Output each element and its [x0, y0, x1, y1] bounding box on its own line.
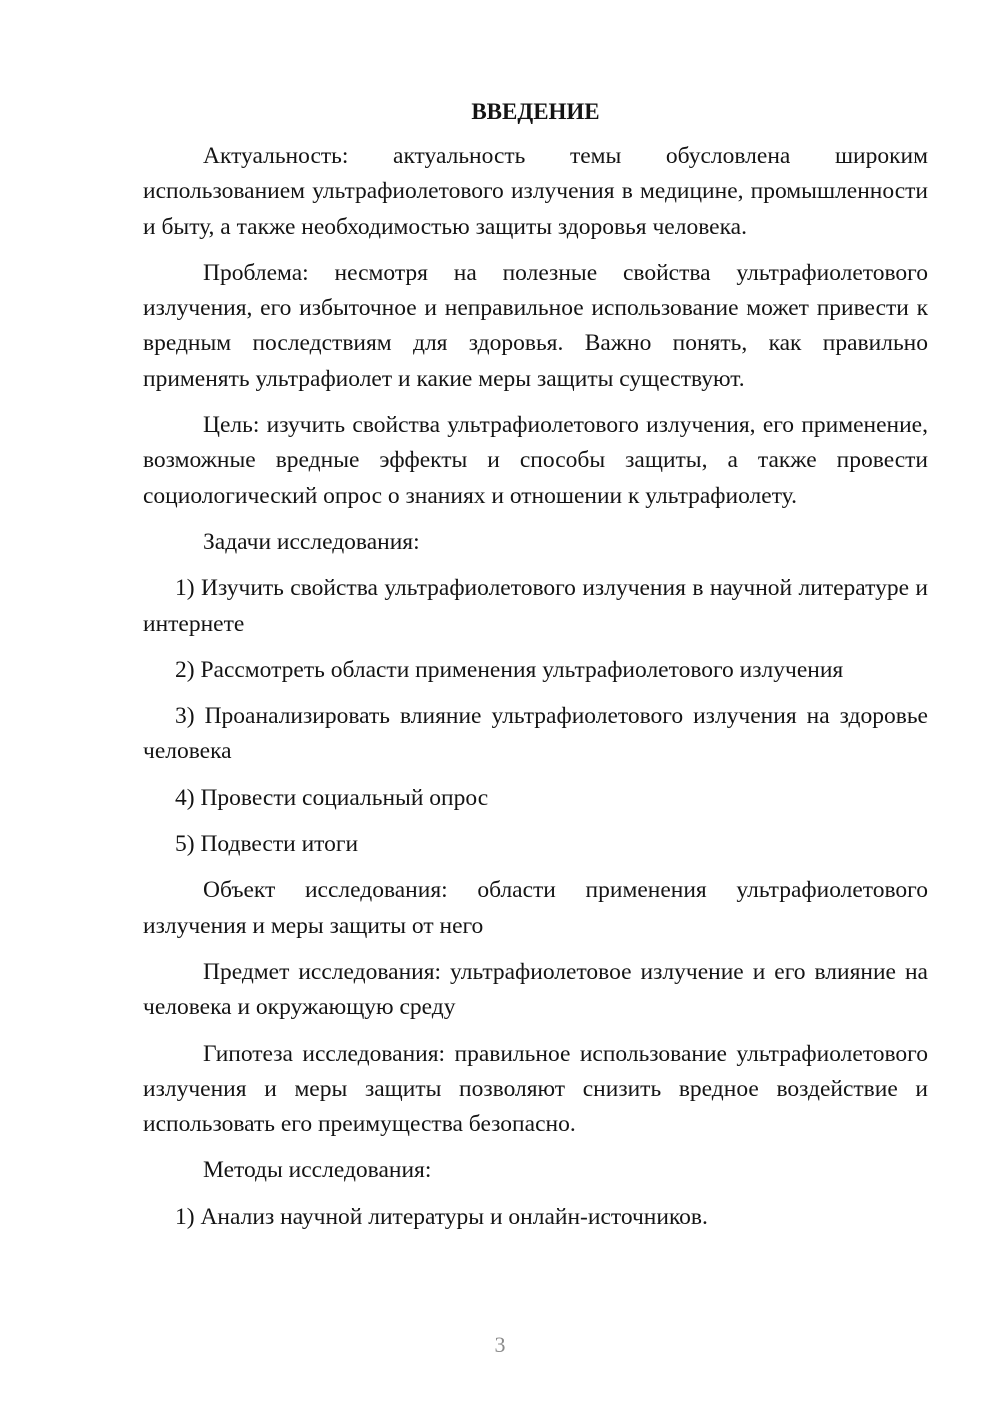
task-item-1: 1) Изучить свойства ультрафиолетового излучения в научной литературе и интернете	[143, 575, 928, 637]
paragraph-object: Объект исследования: области применения ультрафиолетового излучения и меры защиты от него	[143, 877, 928, 939]
paragraph-relevance: Актуальность: актуальность темы обусловлена широким использованием ультрафиолетового излучения в медицине, промышленности и быту, а также необходимостью защиты здоровья человека.	[143, 143, 928, 240]
task-item-3: 3) Проанализировать влияние ультрафиолетового излучения на здоровье человека	[143, 703, 928, 765]
paragraph-problem: Проблема: несмотря на полезные свойства ультрафиолетового излучения, его избыточное и неправильное использование может привести к вредным последствиям для здоровья. Важно понять, как правильно применять ультрафиолет и какие меры защиты существуют.	[143, 259, 928, 392]
paragraph-subject: Предмет исследования: ультрафиолетовое излучение и его влияние на человека и окружающую среду	[143, 958, 928, 1021]
page-number: 3	[494, 1332, 506, 1357]
tasks-heading: Задачи исследования:	[203, 528, 420, 555]
task-item-5: 5) Подвести итоги	[175, 831, 359, 858]
page-title: ВВЕДЕНИЕ	[471, 99, 600, 124]
task-item-4: 4) Провести социальный опрос	[175, 784, 489, 811]
paragraph-goal: Цель: изучить свойства ультрафиолетового излучения, его применение, возможные вредные эффекты и способы защиты, а также провести социологический опрос о знаниях и отношении к ультрафиолету.	[143, 412, 928, 509]
method-item-1: 1) Анализ научной литературы и онлайн-источников.	[175, 1203, 708, 1230]
page-content	[143, 94, 928, 1235]
methods-heading: Методы исследования:	[203, 1157, 432, 1184]
paragraph-hypothesis: Гипотеза исследования: правильное использование ультрафиолетового излучения и меры защиты позволяют снизить вредное воздействие и использовать его преимущества безопасно.	[143, 1040, 928, 1138]
task-item-2: 2) Рассмотреть области применения ультрафиолетового излучения	[175, 656, 844, 683]
